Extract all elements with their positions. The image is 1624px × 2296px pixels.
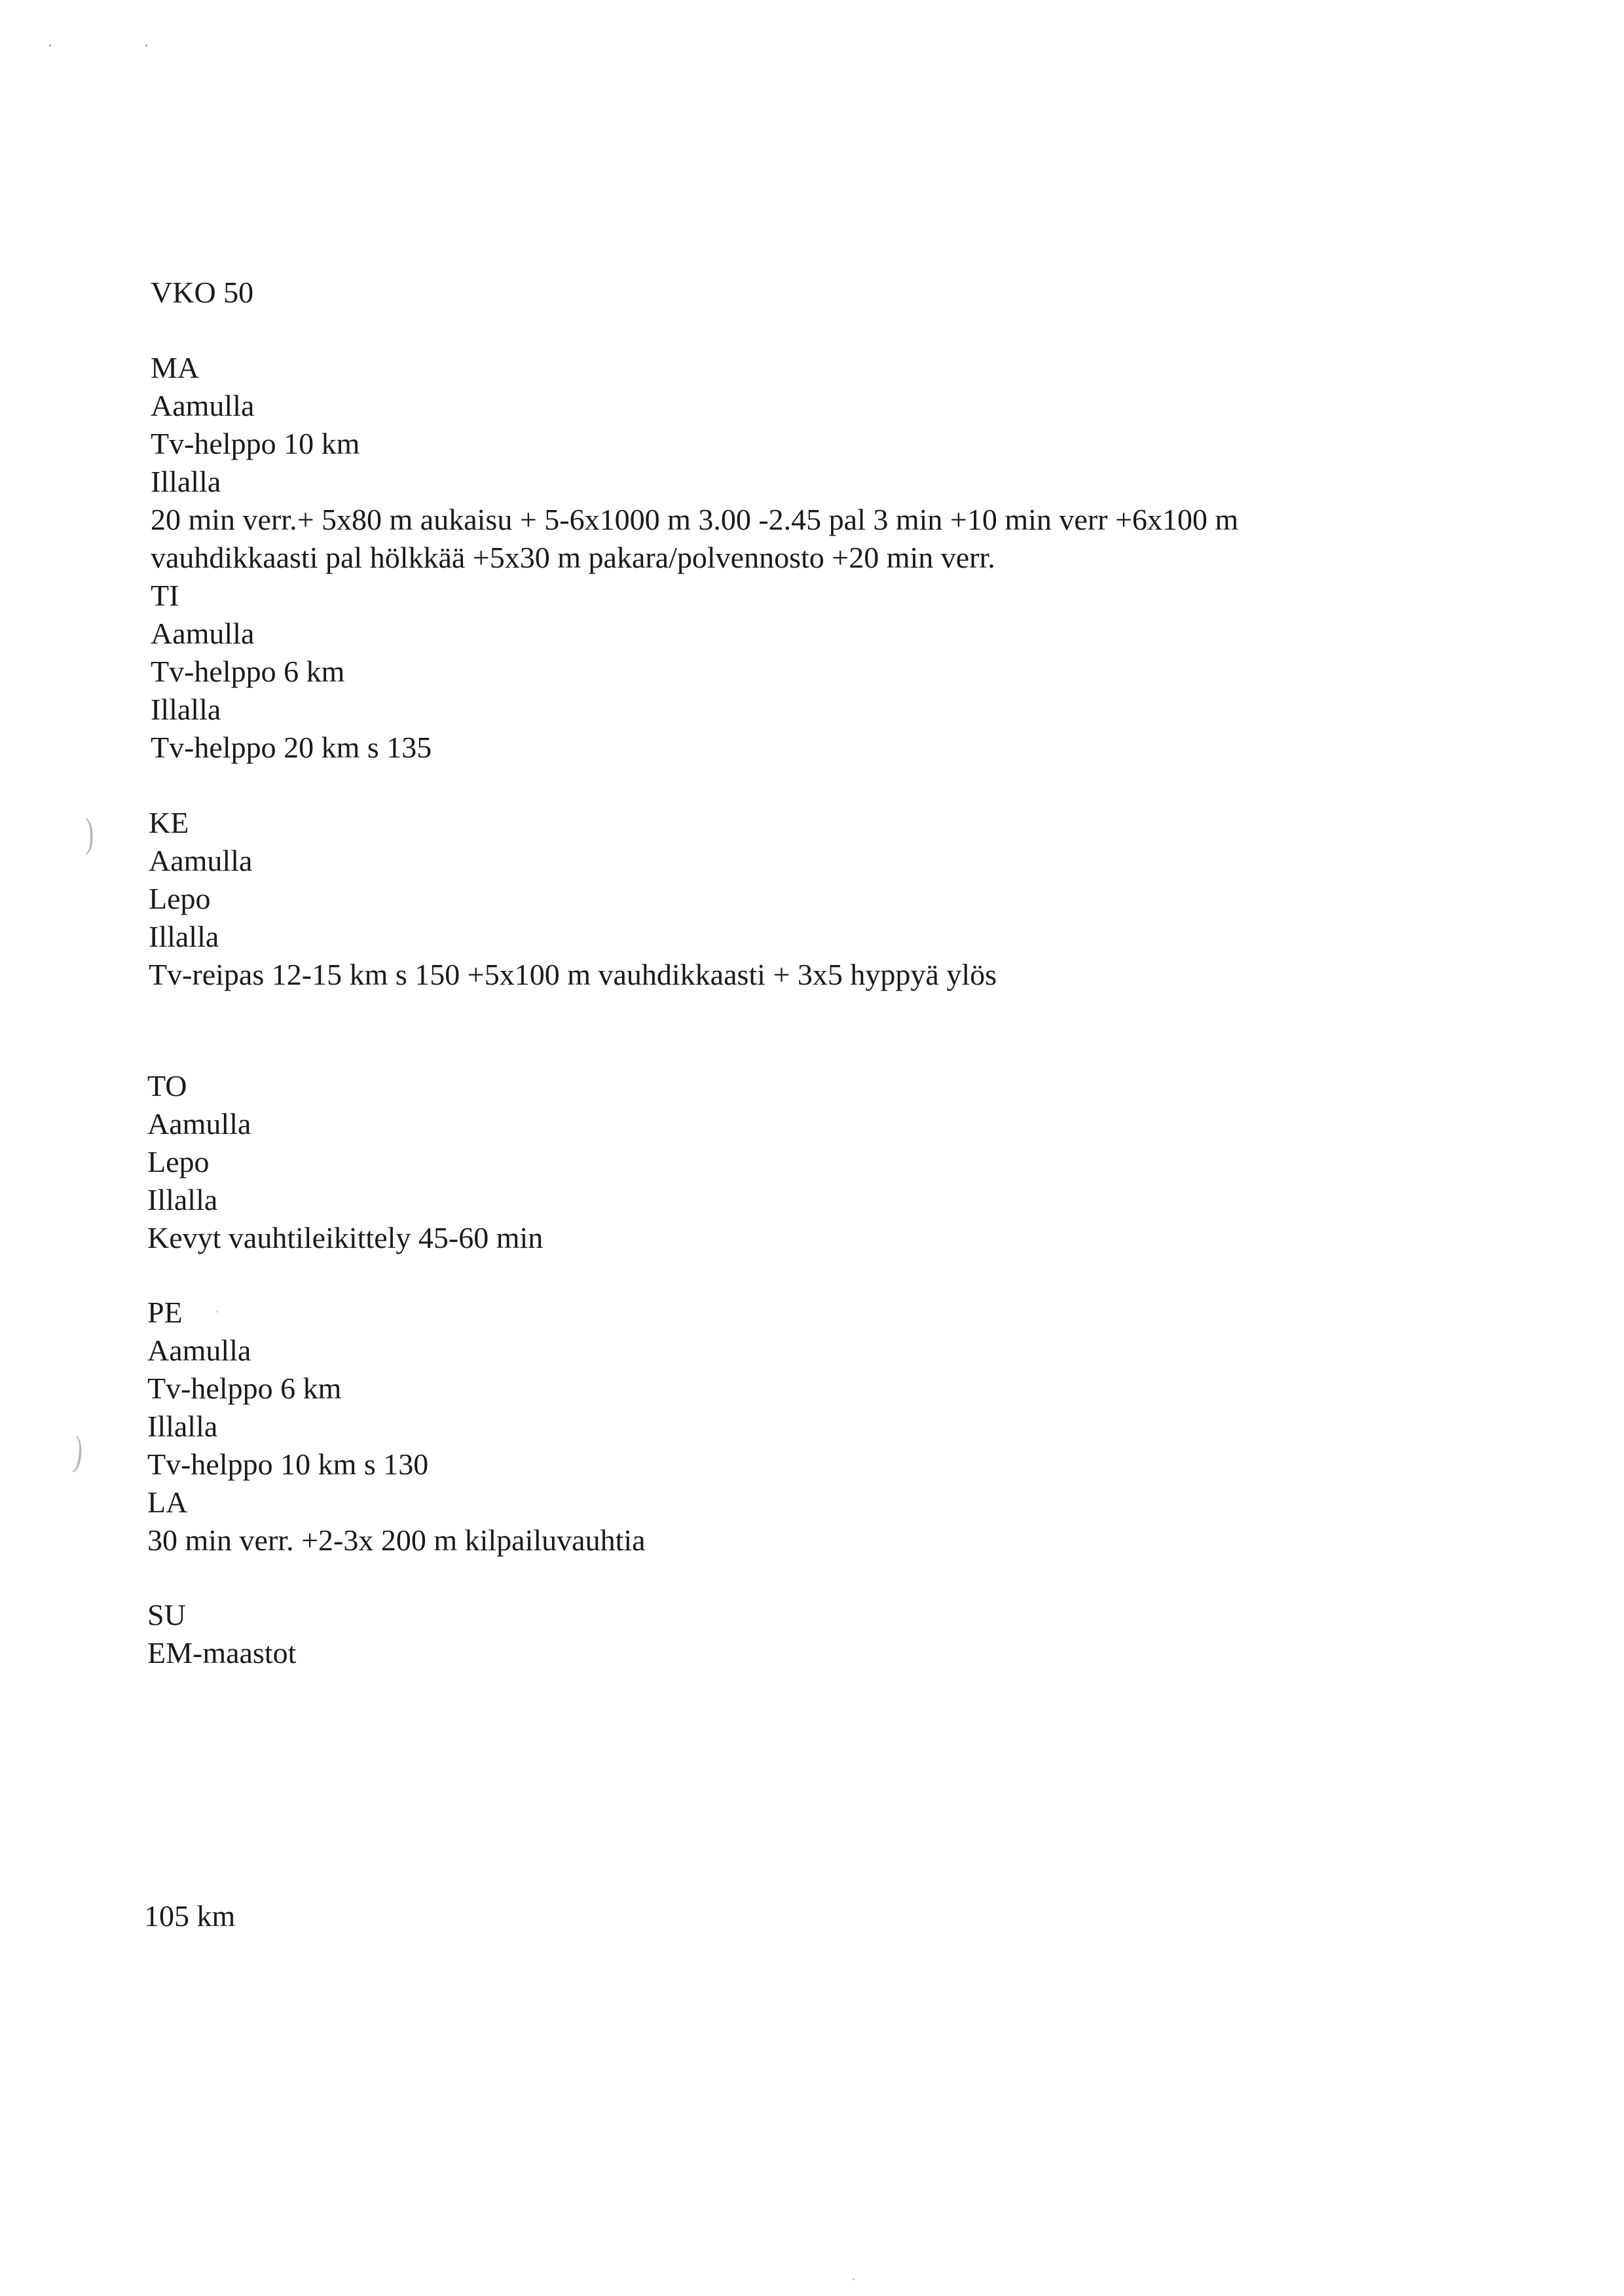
ti-evening-workout: Tv-helppo 20 km s 135 [151, 731, 432, 764]
ke-evening-label: Illalla [149, 920, 219, 953]
to-evening-label: Illalla [147, 1183, 218, 1216]
scan-speck [853, 2278, 855, 2280]
pe-evening-workout: Tv-helppo 10 km s 130 [147, 1448, 429, 1481]
weekly-total: 105 km [144, 1899, 236, 1933]
ma-evening-workout-line-2: vauhdikkaasti pal hölkkää +5x30 m pakara/polvennosto +20 min verr. [151, 541, 995, 574]
scan-speck [216, 1311, 218, 1313]
scan-speck [49, 45, 51, 46]
ma-morning-label: Aamulla [151, 389, 255, 422]
week-title: VKO 50 [151, 276, 254, 309]
day-heading-pe: PE [147, 1296, 183, 1329]
la-workout: 30 min verr. +2-3x 200 m kilpailuvauhtia [147, 1523, 646, 1557]
pe-morning-workout: Tv-helppo 6 km [147, 1372, 342, 1405]
pe-evening-label: Illalla [147, 1410, 218, 1443]
scan-speck [145, 45, 147, 46]
ma-evening-workout-line-1: 20 min verr.+ 5x80 m aukaisu + 5-6x1000 m 3.00 -2.45 pal 3 min +10 min verr +6x100 m [151, 503, 1239, 536]
day-heading-ke: KE [149, 806, 189, 839]
day-heading-ti: TI [151, 579, 179, 612]
to-morning-workout: Lepo [147, 1145, 210, 1178]
to-morning-label: Aamulla [147, 1107, 251, 1140]
day-heading-to: TO [147, 1069, 187, 1102]
ti-morning-workout: Tv-helppo 6 km [151, 655, 345, 688]
scan-punch-mark: ) [71, 1426, 86, 1476]
ke-morning-label: Aamulla [149, 844, 253, 877]
day-heading-ma: MA [151, 351, 200, 384]
ti-morning-label: Aamulla [151, 617, 255, 650]
ma-morning-workout: Tv-helppo 10 km [151, 427, 360, 460]
pe-morning-label: Aamulla [147, 1334, 251, 1367]
ke-evening-workout: Tv-reipas 12-15 km s 150 +5x100 m vauhdikkaasti + 3x5 hyppyä ylös [149, 958, 997, 991]
day-heading-su: SU [147, 1598, 186, 1631]
su-workout: EM-maastot [147, 1636, 297, 1669]
ma-evening-label: Illalla [151, 465, 221, 498]
scan-punch-mark: ) [85, 809, 94, 856]
day-heading-la: LA [147, 1485, 188, 1519]
to-evening-workout: Kevyt vauhtileikittely 45-60 min [147, 1221, 544, 1254]
ke-morning-workout: Lepo [149, 882, 211, 915]
ti-evening-label: Illalla [151, 693, 221, 726]
